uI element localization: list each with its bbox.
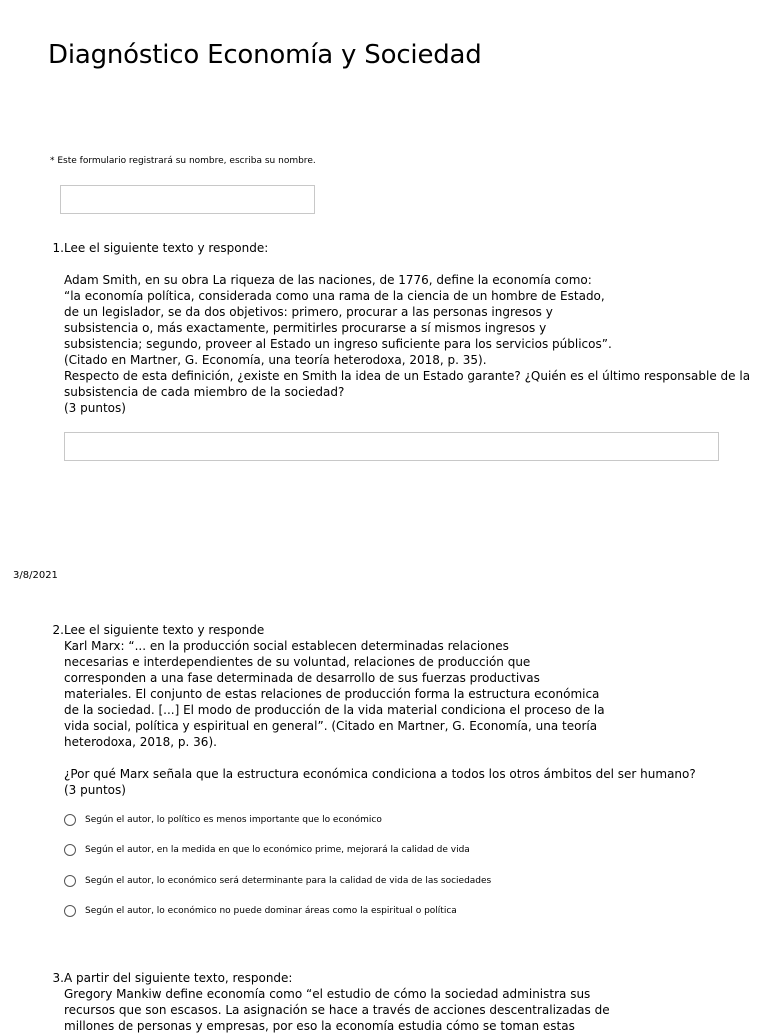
radio-option-4[interactable]: [64, 903, 457, 919]
radio-button[interactable]: [64, 875, 76, 887]
question-line: Lee el siguiente texto y responde: [64, 623, 265, 637]
option-label: Según el autor, en la medida en que lo económico prime, mejorará la calidad de vida: [85, 845, 470, 855]
question-line: subsistencia de cada miembro de la sociedad?: [64, 385, 345, 399]
question-line: Lee el siguiente texto y responde:: [64, 241, 269, 255]
radio-option-1[interactable]: [64, 812, 382, 828]
question-line: millones de personas y empresas, por eso la economía estudia cómo se toman estas: [64, 1019, 575, 1033]
radio-button[interactable]: [64, 905, 76, 917]
question-line: de la sociedad. [...] El modo de producción de la vida material condiciona el proceso de la: [64, 703, 605, 717]
radio-button[interactable]: [64, 844, 76, 856]
name-note: * Este formulario registrará su nombre, escriba su nombre.: [50, 156, 316, 166]
question-line: (3 puntos): [64, 783, 126, 797]
question-line: materiales. El conjunto de estas relaciones de producción forma la estructura económica: [64, 687, 600, 701]
answer-input-q1[interactable]: [64, 432, 719, 461]
question-line: “la economía política, considerada como una rama de la ciencia de un hombre de Estado,: [64, 289, 605, 303]
question-line: A partir del siguiente texto, responde:: [64, 971, 293, 985]
option-label: Según el autor, lo político es menos importante que lo económico: [85, 815, 382, 825]
question-line: subsistencia; segundo, proveer al Estado un ingreso suficiente para los servicios públicos”.: [64, 337, 612, 351]
question-line: (3 puntos): [64, 401, 126, 415]
radio-option-3[interactable]: [64, 873, 491, 889]
form-title: Diagnóstico Economía y Sociedad: [48, 40, 482, 70]
question-line: corresponden a una fase determinada de desarrollo de sus fuerzas productivas: [64, 671, 540, 685]
option-label: Según el autor, lo económico será determinante para la calidad de vida de las sociedades: [85, 876, 492, 886]
question-line: Karl Marx: “... en la producción social establecen determinadas relaciones: [64, 639, 509, 653]
question-text: [64, 240, 750, 416]
question-line: vida social, política y espiritual en general”. (Citado en Martner, G. Economía, una teoría: [64, 719, 598, 733]
question-line: recursos que son escasos. La asignación se hace a través de acciones descentralizadas de: [64, 1003, 610, 1017]
question-line: de un legislador, se da dos objetivos: primero, procurar a las personas ingresos y: [64, 305, 553, 319]
option-label: Según el autor, lo económico no puede dominar áreas como la espiritual o política: [85, 906, 457, 916]
question-text: [64, 622, 696, 798]
name-input[interactable]: [60, 185, 315, 214]
question-line: necesarias e interdependientes de su voluntad, relaciones de producción que: [64, 655, 531, 669]
question-line: [64, 256, 750, 272]
question-line: [64, 750, 696, 766]
radio-option-2[interactable]: [64, 842, 470, 858]
question-number: 3.: [52, 971, 64, 985]
question-line: heterodoxa, 2018, p. 36).: [64, 735, 217, 749]
radio-button[interactable]: [64, 814, 76, 826]
question-line: (Citado en Martner, G. Economía, una teoría heterodoxa, 2018, p. 35).: [64, 353, 487, 367]
question-line: subsistencia o, más exactamente, permitirles procurarse a sí mismos ingresos y: [64, 321, 547, 335]
question-number: 1.: [52, 241, 64, 255]
question-line: Respecto de esta definición, ¿existe en Smith la idea de un Estado garante? ¿Quién es el último responsable de la: [64, 369, 751, 383]
question-number: 2.: [52, 623, 64, 637]
question-text: [64, 970, 610, 1034]
question-line: ¿Por qué Marx señala que la estructura económica condiciona a todos los otros ámbitos del ser humano?: [64, 767, 696, 781]
print-date: 3/8/2021: [13, 570, 58, 581]
question-line: Adam Smith, en su obra La riqueza de las naciones, de 1776, define la economía como:: [64, 273, 592, 287]
question-line: Gregory Mankiw define economía como “el estudio de cómo la sociedad administra sus: [64, 987, 591, 1001]
